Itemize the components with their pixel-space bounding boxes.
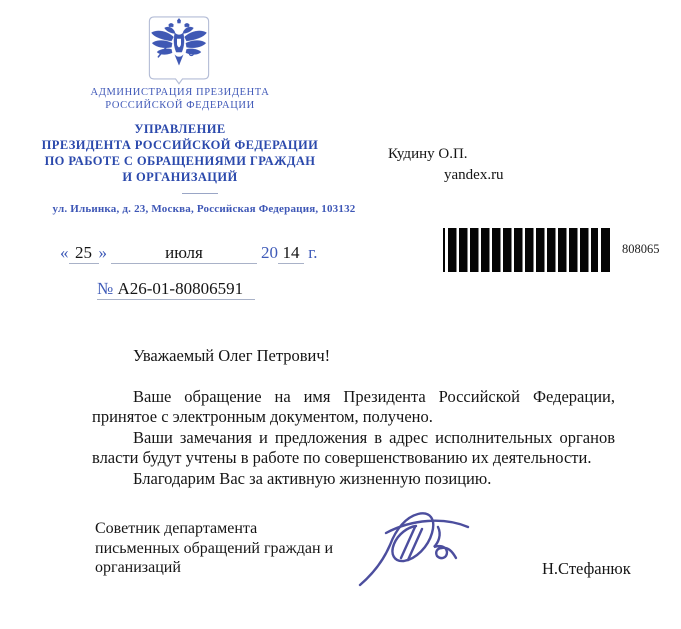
org-name [30, 87, 330, 112]
handwritten-signature [352, 501, 474, 591]
barcode-number: 808065 [622, 242, 660, 256]
signer-title-line: Советник департамента [95, 520, 258, 537]
org-address: ул. Ильинка, д. 23, Москва, Российская Федерация, 103132 [52, 203, 356, 215]
recipient-email: yandex.ru [444, 167, 504, 183]
date-day: 25 [69, 243, 99, 264]
letter-body [92, 346, 615, 490]
signer-title-line: организаций [95, 559, 181, 576]
barcode [443, 228, 613, 272]
date-line [60, 243, 318, 264]
body-paragraph: Благодарим Вас за активную жизненную позицию. [133, 468, 492, 488]
date-year: 14 [278, 243, 304, 264]
reference-number [97, 279, 255, 300]
close-quote: » [98, 243, 107, 262]
signer-name: Н.Стефанюк [542, 559, 631, 578]
date-century: 20 [261, 243, 278, 262]
signer-title-line: письменных обращений граждан и [95, 539, 334, 557]
open-quote: « [60, 243, 69, 262]
recipient-name: Кудину О.П. [388, 146, 468, 162]
date-month: июля [111, 243, 257, 264]
department-line: И ОРГАНИЗАЦИЙ [122, 170, 238, 184]
department-line: ПО РАБОТЕ С ОБРАЩЕНИЯМИ ГРАЖДАН [44, 154, 316, 168]
body-paragraph: Ваше обращение на имя Президента Российской Федерации, принятое с электронным документом, получено. [92, 386, 615, 427]
org-name-line2: РОССИЙСКОЙ ФЕДЕРАЦИИ [105, 99, 255, 111]
department-line: ПРЕЗИДЕНТА РОССИЙСКОЙ ФЕДЕРАЦИИ [41, 138, 319, 152]
recipient-block [388, 144, 504, 186]
signer-title [95, 519, 395, 578]
body-paragraph: Ваши замечания и предложения в адрес исполнительных органов власти будут учтены в работе по совершенствованию их деятельности. [92, 427, 615, 468]
coat-of-arms-icon [148, 10, 210, 90]
reference-number-value: А26-01-80806591 [117, 279, 244, 298]
salutation: Уважаемый Олег Петрович! [133, 346, 331, 365]
date-suffix: г. [308, 243, 318, 262]
org-name-line1: АДМИНИСТРАЦИЯ ПРЕЗИДЕНТА [90, 87, 270, 98]
department-line: УПРАВЛЕНИЕ [134, 122, 226, 136]
department-name [30, 121, 330, 185]
number-sign: № [97, 279, 114, 298]
letterhead-divider [182, 193, 218, 194]
